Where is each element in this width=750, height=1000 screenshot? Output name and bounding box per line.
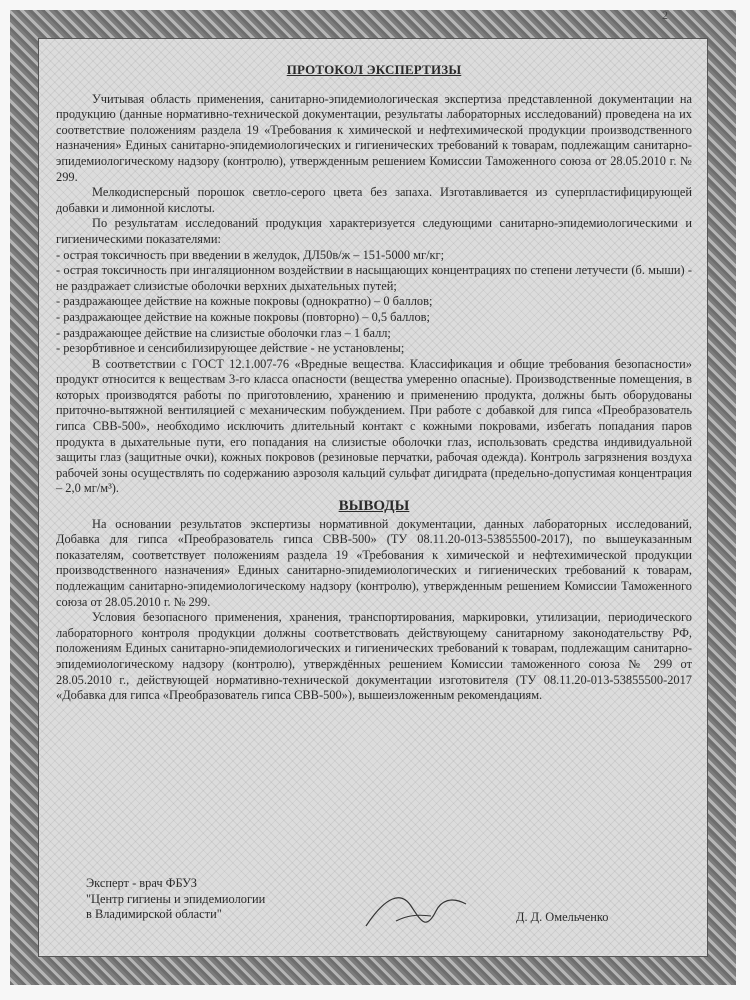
- signatory-name: Д. Д. Омельченко: [516, 910, 609, 924]
- indicator-item: - раздражающее действие на слизистые оболочки глаз – 1 балл;: [56, 325, 391, 340]
- handwritten-signature: [356, 886, 476, 936]
- document-body: [56, 52, 692, 704]
- indicator-item: - острая токсичность при ингаляционном воздействии в насыщающих концентрациях по степени летучести (б. мыши) - не раздражает слизистые оболочки верхних дыхательных путей;: [56, 263, 692, 293]
- protocol-heading: ПРОТОКОЛ ЭКСПЕРТИЗЫ: [286, 62, 462, 77]
- safety-paragraph: В соответствии с ГОСТ 12.1.007-76 «Вредные вещества. Классификация и общие требования безопасности» продукт относится к веществам 3-го класса опасности (вещества умеренно опасные). Производственные помещения, в которых производятся работы по приготовлению, хранению и применению продукта, должны быть оборудованы приточно-вытяжной вентиляцией с механическим побуждением. При работе с добавкой для гипса «Преобразователь гипса СВВ-500», необходимо исключить длительный контакт с кожными покровами, избегать попадания паров продукта в дыхательные пути, его попадания на слизистые оболочки глаз, использовать средства индивидуальной защиты глаз (защитные очки), кожных покровов (резиновые перчатки, рабочая одежда). Контроль загрязнения воздуха рабочей зоны осуществлять по содержанию аэрозоля кальций сульфат дигидрата (предельно-допустимая концентрация – 2,0 мг/м³).: [56, 356, 692, 496]
- page-number: 2: [662, 8, 668, 22]
- signatory-line: в Владимирской области": [86, 907, 222, 922]
- conclusion-paragraph: Условия безопасного применения, хранения, транспортирования, маркировки, утилизации, периодического лабораторного контроля продукции должны соответствовать действующему санитарному законодательству РФ, положениям Единых санитарно-эпидемиологических и гигиенических требований к товарам, подлежащим санитарно-эпидемиологическому надзору (контролю), утверждённых решением Комиссии таможенного союза № 299 от 28.05.2010 г., действующей нормативно-технической документации изготовителя (ТУ 08.11.20-013-53855500-2017 «Добавка для гипса «Преобразователь гипса СВВ-500»), вышеизложенным рекомендациям.: [56, 610, 692, 703]
- indicator-item: - резорбтивное и сенсибилизирующее действие - не установлены;: [56, 341, 405, 356]
- signatory-title: [86, 876, 265, 923]
- conclusion-paragraph: На основании результатов экспертизы нормативной документации, данных лабораторных исследований, Добавка для гипса «Преобразователь гипса СВВ-500» (ТУ 08.11.20-013-53855500-2017), по вышеуказанным показателям, соответствует положениям раздела 19 «Требования к химической и нефтехимической продукции производственного назначения» Единых санитарно-эпидемиологических и гигиенических требований к товарам, подлежащим санитарно-эпидемиологическому надзору (контролю), утвержденным решением Комиссии Таможенного союза от 28.05.2010 г. № 299.: [56, 516, 692, 609]
- results-intro: По результатам исследований продукция характеризуется следующими санитарно-эпидемиологическими и гигиеническими показателями:: [56, 216, 692, 246]
- intro-paragraph: Учитывая область применения, санитарно-эпидемиологическая экспертиза представленной документации на продукцию (данные нормативно-технической документации, результаты лабораторных исследований) проведена на их соответствие положениям раздела 19 «Требования к химической и нефтехимической продукции производственного назначения» Единых санитарно-эпидемиологических и гигиенических требований к товарам, подлежащим санитарно-эпидемиологическому надзору (контролю), утвержденным решением Комиссии Таможенного союза от 28.05.2010 г. № 299.: [56, 91, 692, 184]
- indicator-item: - острая токсичность при введении в желудок, ДЛ50в/ж – 151-5000 мг/кг;: [56, 247, 445, 262]
- signature-block: [56, 876, 692, 946]
- signatory-line: "Центр гигиены и эпидемиологии: [86, 891, 266, 906]
- product-description: Мелкодисперсный порошок светло-серого цвета без запаха. Изготавливается из суперпластифицирующей добавки и лимонной кислоты.: [56, 185, 692, 215]
- conclusions-heading: ВЫВОДЫ: [338, 498, 410, 515]
- indicator-item: - раздражающее действие на кожные покровы (повторно) – 0,5 баллов;: [56, 309, 430, 324]
- indicator-item: - раздражающее действие на кожные покровы (однократно) – 0 баллов;: [56, 294, 433, 309]
- signatory-line: Эксперт - врач ФБУЗ: [86, 876, 197, 890]
